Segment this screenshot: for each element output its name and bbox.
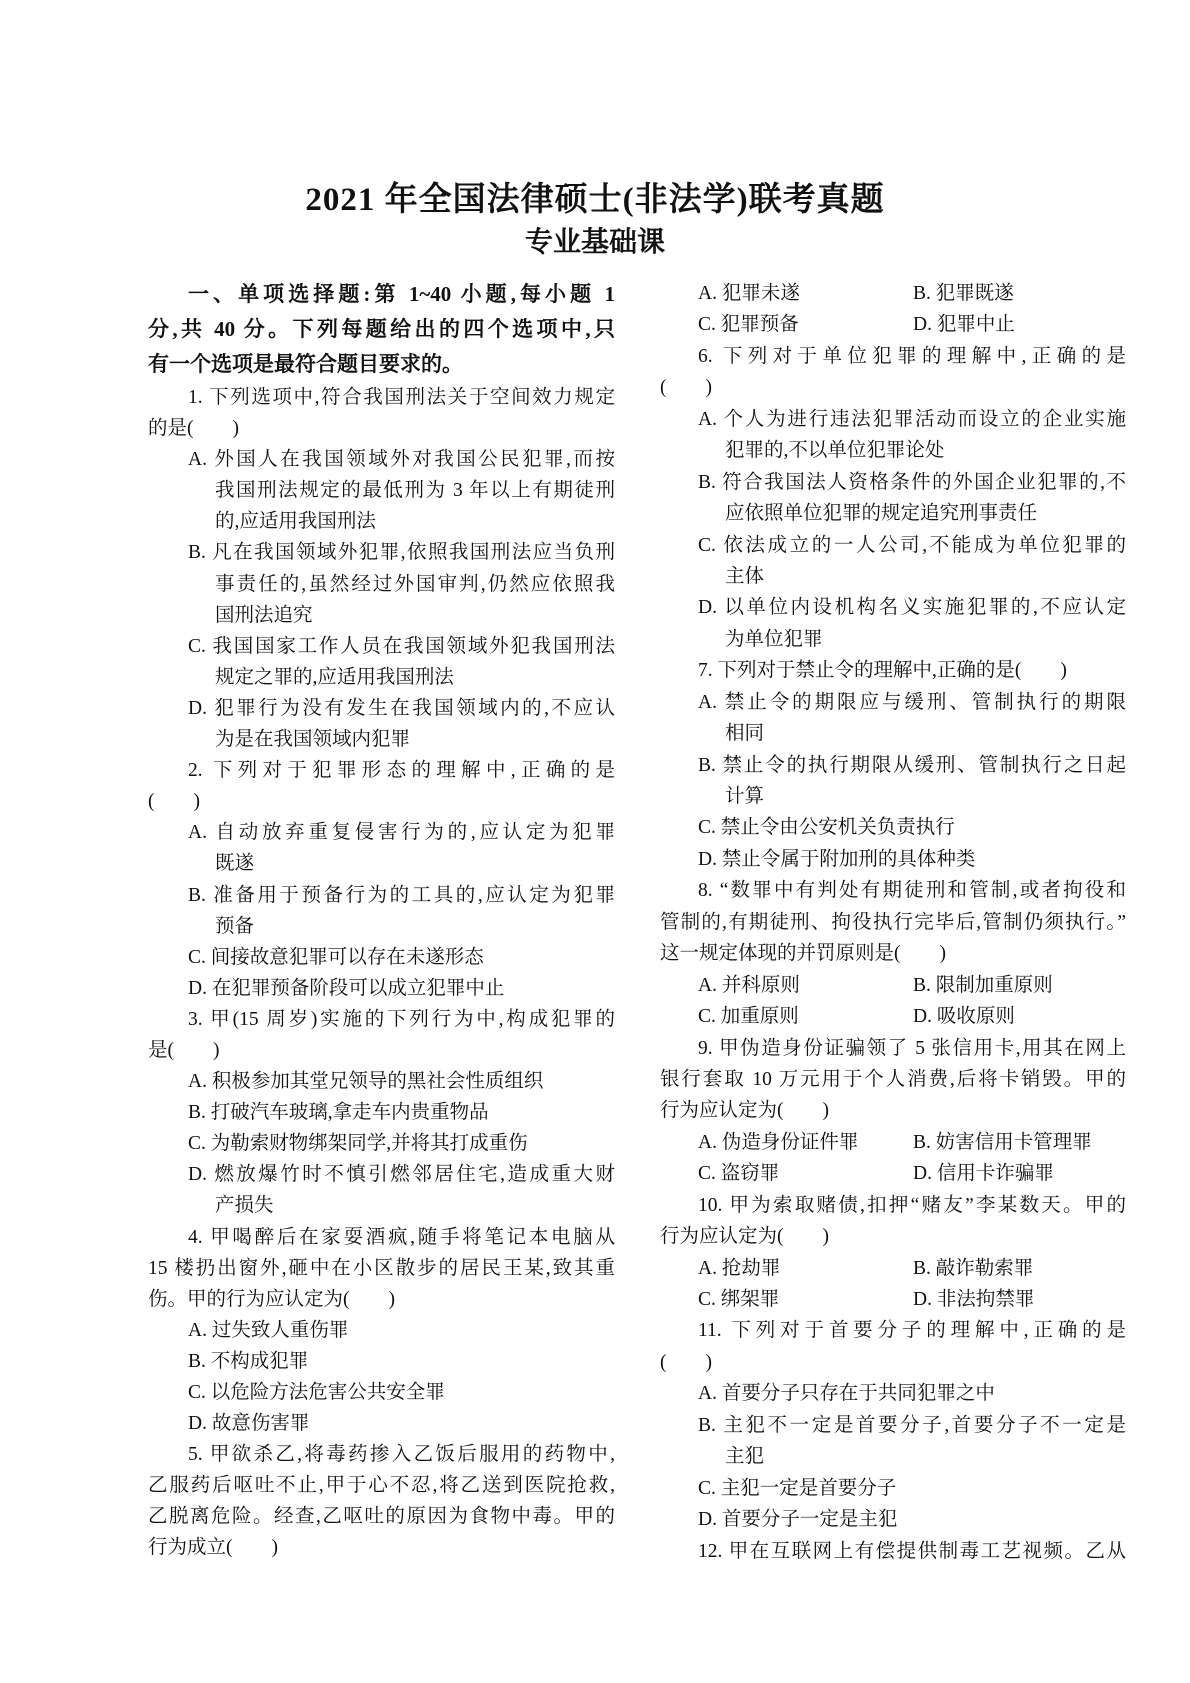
text-line: 乙服药后呕吐不止,甲于心不忍,将乙送到医院抢救,	[148, 1475, 615, 1497]
option-line: D. 首要分子一定是主犯	[698, 1509, 898, 1531]
option-text: A. 并科原则	[698, 974, 800, 996]
option-line: 国刑法追究	[215, 604, 313, 626]
option-line: A. 禁止令的期限应与缓刑、管制执行的期限	[698, 691, 1126, 713]
option-line	[660, 970, 1126, 1001]
question-line: 4. 甲喝醉后在家耍酒疯,随手将笔记本电脑从	[188, 1226, 615, 1248]
exam-title: 2021 年全国法律硕士(非法学)联考真题	[305, 182, 885, 218]
question-line: 6. 下列对于单位犯罪的理解中,正确的是	[698, 345, 1126, 367]
option-line: C. 依法成立的一人公司,不能成为单位犯罪的	[698, 534, 1126, 556]
option-line: C. 以危险方法危害公共安全罪	[188, 1382, 445, 1403]
option-line: 我国刑法规定的最低刑为 3 年以上有期徒刑	[215, 480, 615, 502]
section-heading-line: 有一个选项是最符合题目要求的。	[148, 352, 463, 376]
option-line: 预备	[215, 915, 255, 937]
option-line: A. 外国人在我国领域外对我国公民犯罪,而按	[188, 449, 615, 471]
option-line	[660, 309, 1126, 340]
option-line: 为单位犯罪	[725, 628, 823, 650]
question-line: 2. 下列对于犯罪形态的理解中,正确的是	[188, 760, 615, 782]
option-line: C. 间接故意犯罪可以存在未遂形态	[188, 946, 484, 968]
option-text: D. 信用卡诈骗罪	[913, 1163, 1054, 1185]
option-text: C. 犯罪预备	[698, 314, 799, 336]
option-text: B. 敲诈勒索罪	[913, 1257, 1034, 1279]
text-line: 的是( )	[148, 418, 239, 440]
question-line: 1. 下列选项中,符合我国刑法关于空间效力规定	[188, 387, 615, 408]
option-line: A. 过失致人重伤罪	[188, 1319, 349, 1341]
option-line: D. 犯罪行为没有发生在我国领域内的,不应认	[188, 697, 615, 719]
option-line: C. 禁止令由公安机关负责执行	[698, 817, 955, 839]
option-text: C. 绑架罪	[698, 1289, 780, 1310]
option-text: B. 限制加重原则	[913, 974, 1053, 996]
option-line: B. 不构成犯罪	[188, 1350, 309, 1372]
option-line: B. 主犯不一定是首要分子,首要分子不一定是	[698, 1414, 1126, 1436]
text-line: ( )	[660, 377, 712, 399]
question-line: 11. 下列对于首要分子的理解中,正确的是	[698, 1320, 1126, 1342]
option-line: B. 打破汽车玻璃,拿走车内贵重物品	[188, 1102, 489, 1124]
option-line: B. 符合我国法人资格条件的外国企业犯罪的,不	[698, 471, 1126, 493]
option-text: C. 加重原则	[698, 1006, 799, 1028]
option-text: D. 犯罪中止	[913, 314, 1015, 336]
section-heading-line: 分,共 40 分。下列每题给出的四个选项中,只	[148, 317, 615, 341]
text-line: 银行套取 10 万元用于个人消费,后将卡销毁。甲的	[660, 1068, 1126, 1090]
option-line: A. 个人为进行违法犯罪活动而设立的企业实施	[698, 408, 1126, 430]
text-line: 管制的,有期徒刑、拘役执行完毕后,管制仍须执行。”	[660, 911, 1126, 933]
option-line: 应依照单位犯罪的规定追究刑事责任	[725, 503, 1038, 525]
question-line: 5. 甲欲杀乙,将毒药掺入乙饭后服用的药物中,	[188, 1444, 615, 1466]
option-line: 相同	[725, 723, 765, 745]
question-line: 12. 甲在互联网上有偿提供制毒工艺视频。乙从	[698, 1540, 1126, 1562]
text-line: ( )	[660, 1351, 712, 1373]
text-line: ( )	[148, 791, 200, 813]
option-text: A. 犯罪未遂	[698, 283, 800, 304]
option-line: 产损失	[215, 1195, 274, 1217]
option-line: 规定之罪的,应适用我国刑法	[215, 666, 454, 688]
text-line: 这一规定体现的并罚原则是( )	[660, 943, 946, 965]
right-column	[660, 278, 1126, 1567]
option-line: C. 我国国家工作人员在我国领域外犯我国刑法	[188, 635, 615, 657]
option-line: B. 禁止令的执行期限从缓刑、管制执行之日起	[698, 754, 1126, 776]
exam-subtitle: 专业基础课	[524, 227, 665, 258]
option-line: 犯罪的,不以单位犯罪论处	[725, 440, 945, 462]
option-line	[660, 278, 1126, 309]
option-line	[660, 1001, 1126, 1032]
option-line: A. 首要分子只存在于共同犯罪之中	[698, 1383, 995, 1405]
option-line	[660, 1158, 1126, 1189]
option-line	[660, 1284, 1126, 1315]
text-line: 伤。甲的行为应认定为( )	[148, 1288, 395, 1310]
option-text: B. 妨害信用卡管理罪	[913, 1131, 1092, 1153]
option-line: D. 故意伤害罪	[188, 1413, 310, 1435]
question-line: 8. “数罪中有判处有期徒刑和管制,或者拘役和	[698, 880, 1126, 902]
text-line: 乙脱离危险。经查,乙呕吐的原因为食物中毒。甲的	[148, 1506, 615, 1528]
option-line: D. 燃放爆竹时不慎引燃邻居住宅,造成重大财	[188, 1164, 615, 1186]
option-line: 为是在我国领域内犯罪	[215, 729, 411, 751]
left-column	[148, 277, 615, 1564]
question-line: 9. 甲伪造身份证骗领了 5 张信用卡,用其在网上	[698, 1037, 1126, 1059]
option-line: D. 禁止令属于附加刑的具体种类	[698, 848, 976, 870]
option-line: C. 为勒索财物绑架同学,并将其打成重伤	[188, 1133, 528, 1155]
text-line: 是( )	[148, 1039, 220, 1061]
option-line: C. 主犯一定是首要分子	[698, 1477, 897, 1499]
option-line	[660, 1253, 1126, 1284]
option-text: A. 抢劫罪	[698, 1257, 781, 1279]
option-text: A. 伪造身份证件罪	[698, 1131, 859, 1153]
option-line: B. 准备用于预备行为的工具的,应认定为犯罪	[188, 884, 615, 906]
section-heading-line: 一、单项选择题:第 1~40 小题,每小题 1	[188, 282, 615, 306]
option-line: 事责任的,虽然经过外国审判,仍然应依照我	[215, 573, 615, 595]
question-line: 7. 下列对于禁止令的理解中,正确的是( )	[698, 660, 1067, 682]
text-line: 行为成立( )	[148, 1537, 278, 1559]
option-line: 计算	[725, 786, 765, 807]
option-line: A. 自动放弃重复侵害行为的,应认定为犯罪	[188, 822, 615, 844]
option-text: D. 非法拘禁罪	[913, 1289, 1035, 1310]
option-text: C. 盗窃罪	[698, 1163, 780, 1185]
option-line: 主犯	[725, 1446, 765, 1468]
option-text: D. 吸收原则	[913, 1006, 1015, 1028]
option-line: 主体	[725, 565, 765, 587]
option-line: B. 凡在我国领域外犯罪,依照我国刑法应当负刑	[188, 542, 615, 564]
text-line: 行为应认定为( )	[660, 1226, 829, 1248]
option-line: 的,应适用我国刑法	[215, 511, 376, 533]
option-line: D. 在犯罪预备阶段可以成立犯罪中止	[188, 977, 505, 999]
question-line: 3. 甲(15 周岁)实施的下列行为中,构成犯罪的	[188, 1008, 615, 1030]
question-line: 10. 甲为索取赌债,扣押“赌友”李某数天。甲的	[698, 1194, 1126, 1216]
option-line: 既遂	[215, 853, 255, 875]
text-line: 15 楼扔出窗外,砸中在小区散步的居民王某,致其重	[148, 1257, 615, 1279]
option-line: D. 以单位内设机构名义实施犯罪的,不应认定	[698, 597, 1126, 619]
option-line	[660, 1127, 1126, 1158]
text-line: 行为应认定为( )	[660, 1100, 829, 1122]
option-line: A. 积极参加其堂兄领导的黑社会性质组织	[188, 1071, 544, 1093]
option-text: B. 犯罪既遂	[913, 283, 1014, 304]
